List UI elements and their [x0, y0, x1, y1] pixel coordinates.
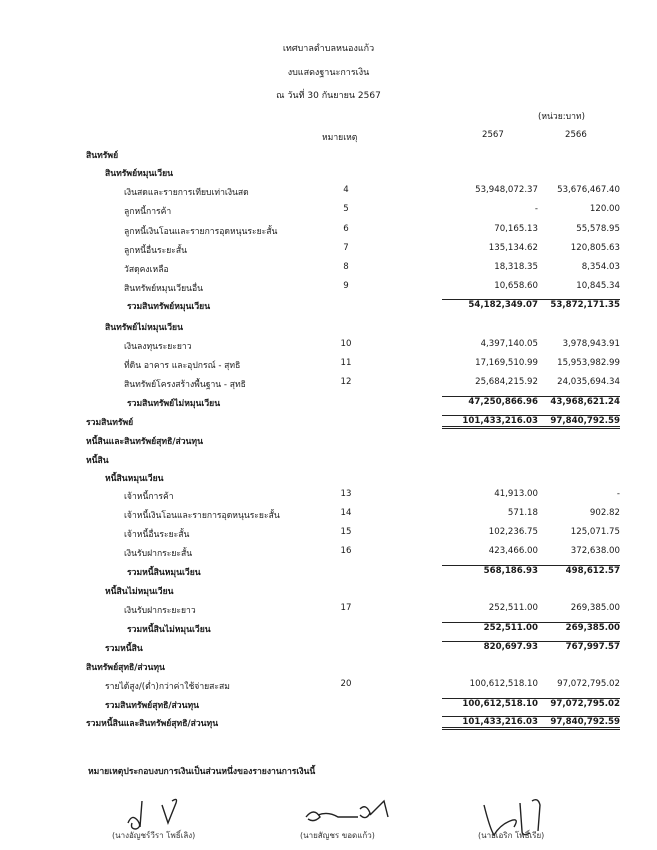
- row-label: สินทรัพย์หมุนเวียนอื่น: [124, 284, 204, 294]
- row-value-2566: 15,953,982.99: [557, 358, 620, 368]
- row-value-2566: 97,840,792.59: [526, 716, 620, 730]
- statement-date: ณ วันที่ 30 กันยายน 2567: [276, 91, 381, 101]
- row-value-2567: 820,697.93: [442, 641, 538, 652]
- row-value-2566: 269,385.00: [526, 622, 620, 633]
- signature-1: [118, 795, 198, 831]
- row-label: เจ้าหนี้การค้า: [124, 492, 174, 502]
- row-value-2567: 571.18: [507, 508, 538, 518]
- unit-label: (หน่วย:บาท): [538, 112, 585, 122]
- row-label: รวมหนี้สิน: [105, 644, 143, 654]
- row-value-2567: 100,612,518.10: [442, 698, 538, 709]
- row-note: 17: [340, 603, 352, 613]
- row-value-2567: 568,186.93: [442, 565, 538, 576]
- row-label: วัสดุคงเหลือ: [124, 265, 169, 275]
- row-label: เงินลงทุนระยะยาว: [124, 342, 192, 352]
- row-value-2566: 53,872,171.35: [526, 299, 620, 310]
- row-value-2566: 97,072,795.02: [557, 679, 620, 689]
- row-value-2566: 8,354.03: [581, 262, 620, 272]
- row-note: 11: [340, 358, 352, 368]
- row-value-2566: 24,035,694.34: [557, 377, 620, 387]
- row-value-2567: 47,250,866.96: [442, 396, 538, 407]
- section-net-assets: [0, 660, 657, 678]
- row-value-2566: 55,578.95: [576, 224, 620, 234]
- row-note: 8: [343, 262, 349, 272]
- row-value-2567: 18,318.35: [494, 262, 538, 272]
- row-label: รวมหนี้สินไม่หมุนเวียน: [127, 625, 211, 635]
- row-value-2566: 269,385.00: [570, 603, 620, 613]
- row-value-2567: 4,397,140.05: [480, 339, 538, 349]
- row-note: 14: [340, 508, 352, 518]
- row-value-2567: 135,134.62: [488, 243, 538, 253]
- row-value-2566: 3,978,943.91: [562, 339, 620, 349]
- section-assets: [0, 148, 657, 166]
- row-label: สินทรัพย์โครงสร้างพื้นฐาน - สุทธิ: [124, 380, 246, 390]
- row-label: รวมสินทรัพย์สุทธิ/ส่วนทุน: [105, 701, 199, 711]
- row-label: หนี้สินและสินทรัพย์สุทธิ/ส่วนทุน: [86, 437, 203, 447]
- table-row: [0, 679, 657, 697]
- row-value-2567: 25,684,215.92: [475, 377, 538, 387]
- row-note: 15: [340, 527, 352, 537]
- column-header-note: หมายเหตุ: [322, 133, 358, 143]
- row-note: 20: [340, 679, 352, 689]
- row-value-2567: 102,236.75: [488, 527, 538, 537]
- row-label: สินทรัพย์: [86, 151, 119, 161]
- table-row: [0, 358, 657, 376]
- subsection-noncurrent-liabilities: [0, 584, 657, 602]
- row-value-2567: 41,913.00: [494, 489, 538, 499]
- row-note: 4: [343, 185, 349, 195]
- subtotal-row: [0, 641, 657, 659]
- row-label: รวมสินทรัพย์ไม่หมุนเวียน: [127, 399, 221, 409]
- row-value-2566: 10,845.34: [576, 281, 620, 291]
- statement-title: งบแสดงฐานะการเงิน: [287, 68, 370, 78]
- row-label: เจ้าหนี้เงินโอนและรายการอุดหนุนระยะสั้น: [124, 511, 280, 521]
- subtotal-row: [0, 565, 657, 583]
- table-row: [0, 243, 657, 261]
- row-label: เงินรับฝากระยะยาว: [124, 606, 196, 616]
- row-label: สินทรัพย์หมุนเวียน: [105, 169, 173, 179]
- table-row: [0, 527, 657, 545]
- row-value-2567: 54,182,349.07: [442, 299, 538, 310]
- row-value-2567: 252,511.00: [442, 622, 538, 633]
- section-liabilities: [0, 453, 657, 471]
- table-row: [0, 262, 657, 280]
- subtotal-row: [0, 622, 657, 640]
- subsection-current-liabilities: [0, 471, 657, 489]
- row-note: 7: [343, 243, 349, 253]
- row-value-2567: 100,612,518.10: [469, 679, 538, 689]
- row-label: รวมหนี้สินหมุนเวียน: [127, 568, 201, 578]
- grand-total-row: [0, 716, 657, 734]
- table-row: [0, 204, 657, 222]
- organization-name: เทศบาลตำบลหนองแก้ว: [282, 44, 375, 54]
- row-label: รวมสินทรัพย์: [86, 418, 134, 428]
- signature-name-3: (นายเอริก โพธิ์เรีย): [478, 831, 545, 840]
- row-label: ลูกหนี้การค้า: [124, 207, 172, 217]
- row-value-2567: 10,658.60: [494, 281, 538, 291]
- subtotal-row: [0, 396, 657, 414]
- table-row: [0, 508, 657, 526]
- row-note: 9: [343, 281, 349, 291]
- subsection-noncurrent-assets: [0, 320, 657, 338]
- row-label: ลูกหนี้เงินโอนและรายการอุดหนุนระยะสั้น: [124, 227, 278, 237]
- signature-name-1: (นางอัญชร์วีรา โพธิ์เลิง): [112, 831, 196, 840]
- row-label: ที่ดิน อาคาร และอุปกรณ์ - สุทธิ: [124, 361, 241, 371]
- table-row: [0, 185, 657, 203]
- signature-name-2: (นายสัญชร ขอดแก้ว): [300, 831, 375, 840]
- table-row: [0, 377, 657, 395]
- signature-2: [300, 795, 400, 831]
- row-label: รายได้สูง/(ต่ำ)กว่าค่าใช้จ่ายสะสม: [105, 682, 230, 692]
- row-value-2567: 101,433,216.03: [442, 415, 538, 429]
- row-value-2566: -: [616, 489, 620, 499]
- row-value-2566: 120.00: [589, 204, 620, 214]
- row-label: ลูกหนี้อื่นระยะสั้น: [124, 246, 188, 256]
- row-note: 6: [343, 224, 349, 234]
- row-value-2567: 423,466.00: [488, 546, 538, 556]
- subsection-current-assets: [0, 166, 657, 184]
- section-liabilities-equity: [0, 434, 657, 452]
- row-value-2566: 372,638.00: [570, 546, 620, 556]
- row-note: 16: [340, 546, 352, 556]
- row-value-2567: -: [534, 204, 538, 214]
- row-value-2566: 97,072,795.02: [526, 698, 620, 709]
- row-note: 5: [343, 204, 349, 214]
- row-value-2566: 498,612.57: [526, 565, 620, 576]
- table-row: [0, 339, 657, 357]
- column-header-2567: 2567: [482, 130, 504, 140]
- row-value-2566: 53,676,467.40: [557, 185, 620, 195]
- row-label: สินทรัพย์สุทธิ/ส่วนทุน: [86, 663, 165, 673]
- subtotal-row: [0, 299, 657, 317]
- row-label: หนี้สิน: [86, 456, 109, 466]
- row-value-2566: 97,840,792.59: [526, 415, 620, 429]
- table-row: [0, 489, 657, 507]
- row-value-2567: 252,511.00: [488, 603, 538, 613]
- row-value-2567: 101,433,216.03: [442, 716, 538, 730]
- row-note: 12: [340, 377, 352, 387]
- row-label: หนี้สินหมุนเวียน: [105, 474, 164, 484]
- subtotal-row: [0, 698, 657, 716]
- table-row: [0, 603, 657, 621]
- column-header-2566: 2566: [565, 130, 587, 140]
- row-label: เงินสดและรายการเทียบเท่าเงินสด: [124, 188, 249, 198]
- row-label: สินทรัพย์ไม่หมุนเวียน: [105, 323, 183, 333]
- row-value-2566: 43,968,621.24: [526, 396, 620, 407]
- row-value-2567: 53,948,072.37: [475, 185, 538, 195]
- table-row: [0, 546, 657, 564]
- row-value-2566: 902.82: [589, 508, 620, 518]
- row-value-2566: 120,805.63: [570, 243, 620, 253]
- row-value-2567: 70,165.13: [494, 224, 538, 234]
- table-row: [0, 224, 657, 242]
- total-row: [0, 415, 657, 433]
- row-label: เงินรับฝากระยะสั้น: [124, 549, 193, 559]
- row-note: 10: [340, 339, 352, 349]
- row-note: 13: [340, 489, 352, 499]
- table-row: [0, 281, 657, 299]
- footnote: หมายเหตุประกอบงบการเงินเป็นส่วนหนึ่งของรายงานการเงินนี้: [88, 767, 316, 777]
- row-label: เจ้าหนี้อื่นระยะสั้น: [124, 530, 190, 540]
- row-value-2567: 17,169,510.99: [475, 358, 538, 368]
- row-label: หนี้สินไม่หมุนเวียน: [105, 587, 174, 597]
- row-value-2566: 767,997.57: [526, 641, 620, 652]
- row-value-2566: 125,071.75: [570, 527, 620, 537]
- row-label: รวมสินทรัพย์หมุนเวียน: [127, 302, 211, 312]
- row-label: รวมหนี้สินและสินทรัพย์สุทธิ/ส่วนทุน: [86, 719, 219, 729]
